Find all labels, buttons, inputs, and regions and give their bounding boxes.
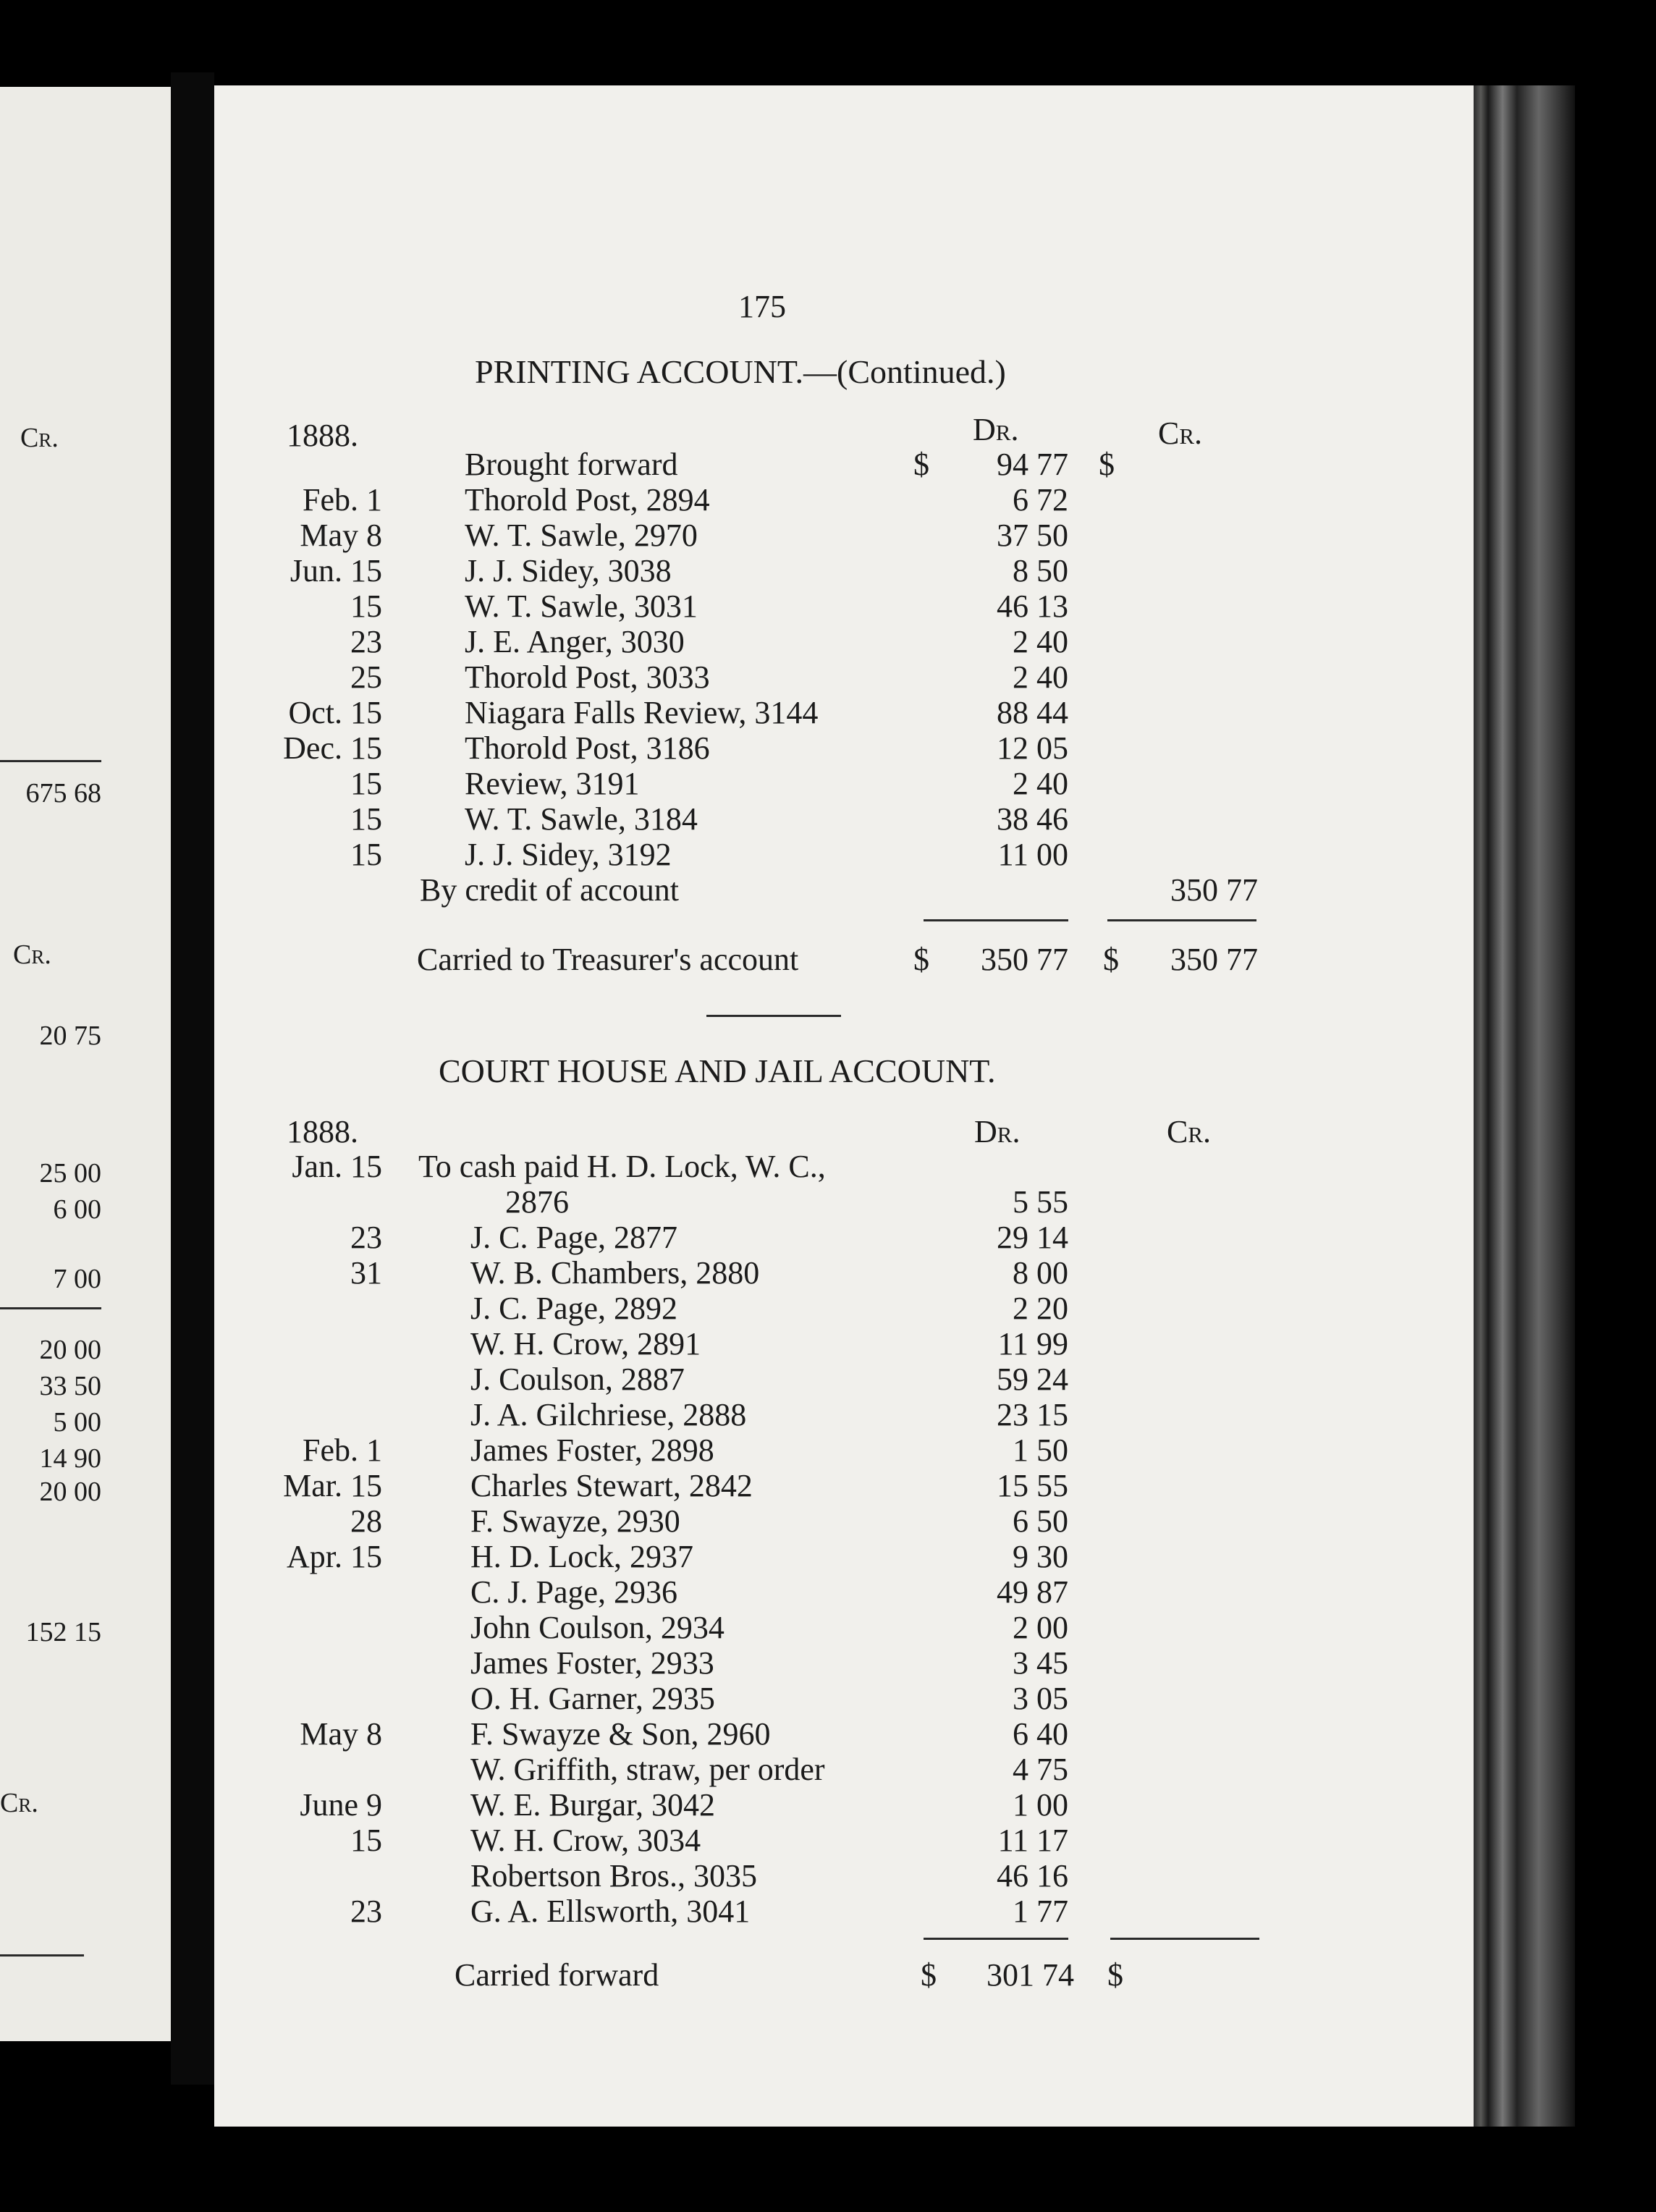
debit-amount: 2 40 [1013, 659, 1068, 695]
debit-amount: 15 55 [997, 1468, 1068, 1503]
row-description: J. E. Anger, 3030 [465, 624, 685, 659]
row-date: Apr. 15 [287, 1539, 382, 1574]
row-description: F. Swayze & Son, 2960 [470, 1716, 771, 1752]
row-description: 2876 [505, 1184, 569, 1220]
left-amount: 25 00 [39, 1158, 101, 1189]
left-amount: 20 00 [39, 1477, 101, 1507]
court-dr-header: Dr. [974, 1114, 1021, 1149]
row-description: Charles Stewart, 2842 [470, 1468, 753, 1503]
row-description: C. J. Page, 2936 [470, 1574, 677, 1610]
row-description: W. T. Sawle, 3031 [465, 588, 698, 624]
row-date: 15 [350, 1823, 382, 1858]
row-description: To cash paid H. D. Lock, W. C., [418, 1149, 826, 1184]
debit-amount: 88 44 [997, 695, 1068, 730]
row-description: By credit of account [420, 872, 679, 908]
left-amount: 152 15 [25, 1617, 101, 1647]
row-date: 23 [350, 1894, 382, 1929]
debit-amount: 6 72 [1013, 482, 1068, 518]
debit-amount: 94 77 [997, 447, 1068, 482]
debit-amount: 46 13 [997, 588, 1068, 624]
row-date: Oct. 15 [288, 695, 382, 730]
row-description: Review, 3191 [465, 766, 640, 801]
row-description: J. A. Gilchriese, 2888 [470, 1397, 747, 1432]
row-description: W. T. Sawle, 2970 [465, 518, 698, 553]
row-date: Jun. 15 [290, 553, 382, 588]
left-amount: 7 00 [53, 1264, 101, 1294]
sum-rule [1107, 919, 1256, 921]
page-edge [1474, 85, 1575, 2127]
left-amount: 675 68 [25, 778, 101, 809]
page-number: 175 [738, 289, 786, 324]
ledger-page [214, 85, 1474, 2127]
court-year: 1888. [287, 1114, 358, 1149]
row-date: 23 [350, 1220, 382, 1255]
debit-total: 301 74 [987, 1957, 1074, 1993]
debit-amount: 9 30 [1013, 1539, 1068, 1574]
row-description: J. C. Page, 2892 [470, 1291, 677, 1326]
dollar-sign: $ [913, 447, 929, 482]
row-description: Niagara Falls Review, 3144 [465, 695, 819, 730]
dollar-sign: $ [1099, 447, 1115, 482]
row-description: G. A. Ellsworth, 3041 [470, 1894, 751, 1929]
row-date: 23 [350, 624, 382, 659]
debit-total: 350 77 [981, 942, 1068, 977]
row-date: 15 [350, 588, 382, 624]
carried-forward-label: Carried forward [455, 1957, 659, 1993]
left-rule [0, 1307, 101, 1309]
section-divider [706, 1015, 841, 1017]
left-amount: 33 50 [39, 1371, 101, 1401]
total-description: Carried to Treasurer's account [417, 942, 799, 977]
row-description: W. T. Sawle, 3184 [465, 801, 698, 837]
printing-cr-header: Cr. [1158, 415, 1203, 451]
left-rule [0, 760, 101, 762]
debit-amount: 12 05 [997, 730, 1068, 766]
row-description: F. Swayze, 2930 [470, 1503, 680, 1539]
row-date: Mar. 15 [283, 1468, 382, 1503]
row-date: June 9 [300, 1787, 382, 1823]
row-date: May 8 [300, 518, 382, 553]
row-description: W. Griffith, straw, per order [470, 1752, 825, 1787]
printing-year: 1888. [287, 418, 358, 453]
row-description: J. J. Sidey, 3192 [465, 837, 672, 872]
row-date: 31 [350, 1255, 382, 1291]
debit-amount: 29 14 [997, 1220, 1068, 1255]
row-description: H. D. Lock, 2937 [470, 1539, 693, 1574]
row-description: Thorold Post, 3186 [465, 730, 710, 766]
row-date: Dec. 15 [283, 730, 382, 766]
sum-rule [1110, 1938, 1259, 1940]
row-description: James Foster, 2933 [470, 1645, 714, 1681]
debit-amount: 38 46 [997, 801, 1068, 837]
debit-amount: 1 00 [1013, 1787, 1068, 1823]
left-rule [0, 1954, 84, 1956]
debit-amount: 49 87 [997, 1574, 1068, 1610]
debit-amount: 3 45 [1013, 1645, 1068, 1681]
row-description: Thorold Post, 2894 [465, 482, 710, 518]
debit-amount: 59 24 [997, 1362, 1068, 1397]
row-date: 15 [350, 837, 382, 872]
row-date: 15 [350, 766, 382, 801]
row-description: J. J. Sidey, 3038 [465, 553, 672, 588]
row-date: 15 [350, 801, 382, 837]
left-page-fragment [0, 87, 171, 2041]
debit-amount: 46 16 [997, 1858, 1068, 1894]
left-amount: 20 75 [39, 1021, 101, 1051]
credit-amount: 350 77 [1170, 872, 1258, 908]
printing-account-title: PRINTING ACCOUNT.—(Continued.) [475, 353, 1006, 390]
debit-amount: 1 77 [1013, 1894, 1068, 1929]
row-date: 25 [350, 659, 382, 695]
debit-amount: 8 50 [1013, 553, 1068, 588]
row-date: Feb. 1 [303, 1432, 382, 1468]
debit-amount: 1 50 [1013, 1432, 1068, 1468]
debit-amount: 6 50 [1013, 1503, 1068, 1539]
debit-amount: 23 15 [997, 1397, 1068, 1432]
row-description: J. C. Page, 2877 [470, 1220, 677, 1255]
debit-amount: 5 55 [1013, 1184, 1068, 1220]
court-house-account-title: COURT HOUSE AND JAIL ACCOUNT. [439, 1052, 996, 1089]
row-date: 28 [350, 1503, 382, 1539]
debit-amount: 3 05 [1013, 1681, 1068, 1716]
row-description: W. H. Crow, 2891 [470, 1326, 701, 1362]
debit-amount: 11 00 [997, 837, 1068, 872]
sum-rule [924, 919, 1068, 921]
row-description: James Foster, 2898 [470, 1432, 714, 1468]
sum-rule [924, 1938, 1068, 1940]
row-description: W. B. Chambers, 2880 [470, 1255, 760, 1291]
left-cr-header: Cr. [13, 940, 51, 970]
dollar-sign: $ [1107, 1957, 1123, 1993]
debit-amount: 2 00 [1013, 1610, 1068, 1645]
row-date: Jan. 15 [292, 1149, 382, 1184]
debit-amount: 2 40 [1013, 624, 1068, 659]
row-description: Robertson Bros., 3035 [470, 1858, 757, 1894]
debit-amount: 37 50 [997, 518, 1068, 553]
court-cr-header: Cr. [1167, 1114, 1212, 1149]
row-description: John Coulson, 2934 [470, 1610, 724, 1645]
left-amount: 14 90 [39, 1443, 101, 1474]
row-description: W. H. Crow, 3034 [470, 1823, 701, 1858]
left-amount: 5 00 [53, 1407, 101, 1438]
credit-total: 350 77 [1170, 942, 1258, 977]
debit-amount: 2 40 [1013, 766, 1068, 801]
row-description: O. H. Garner, 2935 [470, 1681, 715, 1716]
debit-amount: 8 00 [1013, 1255, 1068, 1291]
debit-amount: 6 40 [1013, 1716, 1068, 1752]
left-cr-header: Cr. [20, 423, 59, 453]
gutter [171, 72, 214, 2085]
dollar-sign: $ [921, 1957, 937, 1993]
printing-dr-header: Dr. [973, 412, 1019, 447]
row-date: May 8 [300, 1716, 382, 1752]
dollar-sign: $ [913, 942, 929, 977]
row-description: Thorold Post, 3033 [465, 659, 710, 695]
debit-amount: 4 75 [1013, 1752, 1068, 1787]
row-description: Brought forward [465, 447, 678, 482]
left-amount: 6 00 [53, 1194, 101, 1225]
debit-amount: 11 99 [997, 1326, 1068, 1362]
debit-amount: 11 17 [997, 1823, 1068, 1858]
row-description: J. Coulson, 2887 [470, 1362, 685, 1397]
row-description: W. E. Burgar, 3042 [470, 1787, 715, 1823]
row-date: Feb. 1 [303, 482, 382, 518]
left-amount: 20 00 [39, 1335, 101, 1365]
left-cr-header: Cr. [0, 1788, 38, 1818]
dollar-sign: $ [1103, 942, 1119, 977]
debit-amount: 2 20 [1013, 1291, 1068, 1326]
